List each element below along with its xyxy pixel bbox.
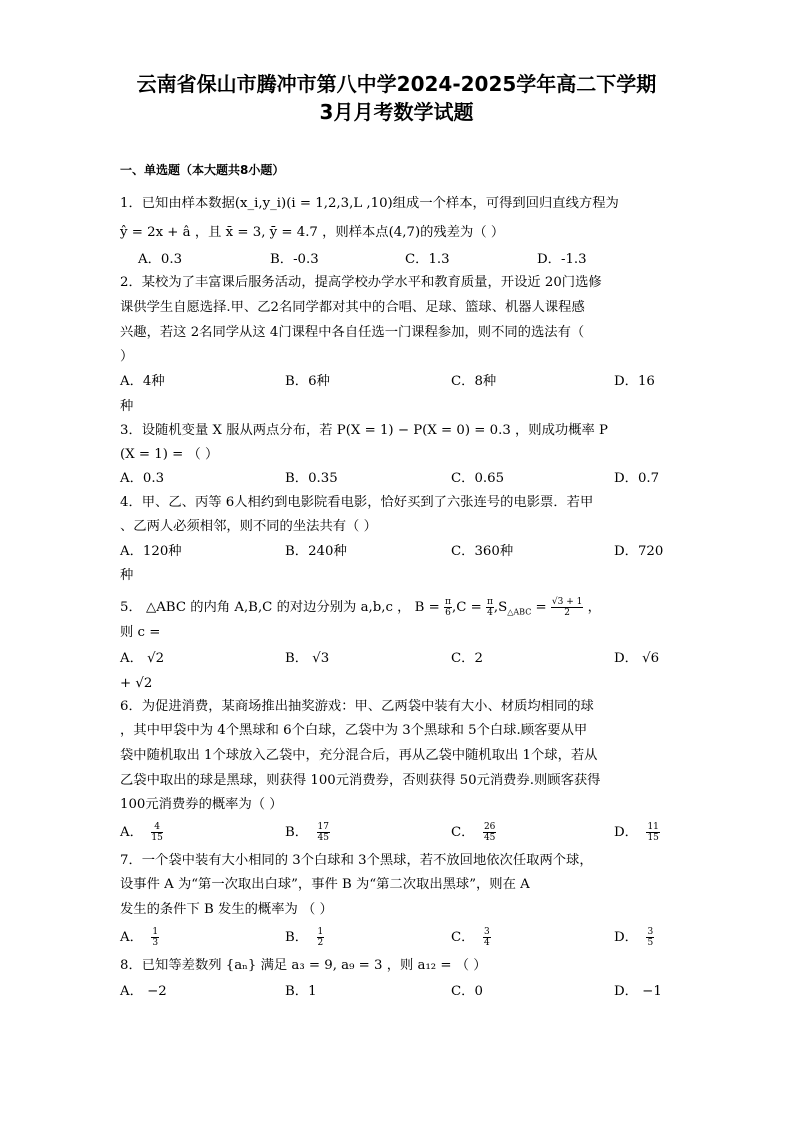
- q7-option-d[interactable]: [614, 927, 654, 948]
- q5-text-b: ,C =: [451, 600, 486, 615]
- q5-frac-pi6: [444, 597, 452, 618]
- q3-option-d[interactable]: D．0.7: [614, 471, 660, 486]
- q2-option-c[interactable]: C．8种: [451, 374, 497, 389]
- q7-option-c-num: 3: [483, 927, 490, 937]
- q7-stem-line2: 设事件 A 为“第一次取出白球”，事件 B 为“第二次取出黑球”，则在 A: [120, 877, 530, 892]
- q1-option-d[interactable]: D．-1.3: [537, 252, 587, 267]
- q7-option-d-den: 5: [647, 938, 654, 948]
- q7-option-b-label: B．: [285, 930, 309, 945]
- q6-option-c-num: 26: [483, 822, 496, 832]
- q2-stem-line1: 2．某校为了丰富课后服务活动，提高学校办学水平和教育质量，开设近 20门选修: [120, 275, 602, 290]
- q8-option-d[interactable]: D． −1: [614, 984, 662, 999]
- q6-option-c-label: C．: [451, 825, 475, 840]
- q5-stem-line2: 则 c =: [120, 625, 161, 640]
- q7-option-c-den: 4: [483, 938, 490, 948]
- q6-option-a-num: 4: [151, 822, 162, 833]
- q5-frac-pi4-num: π: [486, 597, 493, 607]
- q3-option-b[interactable]: B．0.35: [285, 471, 338, 486]
- q5-frac-pi4-den: 4: [487, 608, 493, 618]
- q5-text-e: =: [531, 600, 551, 615]
- q4-option-d-wrap: 种: [120, 568, 134, 583]
- q8-option-b[interactable]: B．1: [285, 984, 317, 999]
- q7-option-d-num: 3: [647, 927, 654, 937]
- q7-option-b-num: 1: [317, 927, 324, 937]
- q2-stem-line2: 课供学生自愿选择.甲、乙2名同学都对其中的合唱、足球、篮球、机器人课程感: [120, 300, 585, 315]
- q3-stem-line1: 3．设随机变量 X 服从两点分布，若 P(X = 1) − P(X = 0) = 0.3 ，则成功概率 P: [120, 423, 608, 438]
- q5-frac-area-num: √3 + 1: [551, 597, 583, 607]
- q6-option-d-den: 15: [647, 833, 659, 843]
- q6-stem-line5: 100元消费券的概率为（ ）: [120, 797, 283, 812]
- q6-stem-line2: ，其中甲袋中为 4个黑球和 6个白球，乙袋中为 3个黑球和 5个白球.顾客要从甲: [120, 723, 588, 738]
- q2-stem-line4: ）: [120, 349, 134, 364]
- q7-option-a-label: A．: [120, 930, 143, 945]
- q7-stem-line1: 7．一个袋中装有大小相同的 3个白球和 3个黑球，若不放回地依次任取两个球，: [120, 853, 593, 868]
- q4-stem-line1: 4．甲、乙、丙等 6人相约到电影院看电影，恰好买到了六张连号的电影票．若甲: [120, 495, 594, 510]
- q5-option-c[interactable]: C．2: [451, 651, 483, 666]
- q1-stem-line1: 1．已知由样本数据(x_i,y_i)(i = 1,2,3,L ,10)组成一个样本，可得到回归直线方程为: [120, 196, 619, 211]
- q2-option-d-wrap: 种: [120, 399, 134, 414]
- q6-stem-line4: 乙袋中取出的球是黑球，则获得 100元消费券，否则获得 50元消费券.则顾客获得: [120, 773, 601, 788]
- q6-option-b-num: 17: [317, 822, 329, 832]
- q5-option-a[interactable]: A． √2: [120, 651, 165, 666]
- q8-option-c[interactable]: C．0: [451, 984, 483, 999]
- q3-option-c[interactable]: C．0.65: [451, 471, 505, 486]
- q7-option-c-label: C．: [451, 930, 475, 945]
- q5-frac-area: [551, 597, 583, 618]
- q5-frac-pi6-num: π: [445, 597, 451, 607]
- q2-stem-line3: 兴趣，若这 2名同学从这 4门课程中各自任选一门课程参加，则不同的选法有（: [120, 325, 585, 340]
- q1-option-a[interactable]: A．0.3: [138, 252, 183, 267]
- q4-option-c[interactable]: C．360种: [451, 544, 514, 559]
- q4-option-a[interactable]: A．120种: [120, 544, 182, 559]
- q6-option-c-den: 45: [483, 833, 496, 843]
- q6-option-d[interactable]: [614, 822, 660, 843]
- q5-option-d[interactable]: D． √6: [614, 651, 660, 666]
- q7-stem-line3: 发生的条件下 B 发生的概率为 （ ）: [120, 902, 333, 917]
- q6-stem-line1: 6．为促进消费，某商场推出抽奖游戏：甲、乙两袋中装有大小、材质均相同的球: [120, 699, 594, 714]
- q5-frac-area-den: 2: [564, 608, 571, 618]
- q6-option-b-label: B．: [285, 825, 309, 840]
- q6-option-c[interactable]: [451, 822, 496, 843]
- q5-text-c: ,S: [493, 600, 508, 615]
- q6-option-a[interactable]: [120, 822, 163, 843]
- q8-option-a[interactable]: A． −2: [120, 984, 167, 999]
- q5-option-b[interactable]: B． √3: [285, 651, 330, 666]
- q7-option-d-label: D．: [614, 930, 638, 945]
- page-title-line1: 云南省保山市腾冲市第八中学2024-2025学年高二下学期: [136, 72, 657, 96]
- section-heading: 一、单选题（本大题共8小题）: [120, 163, 285, 177]
- q8-stem: 8．已知等差数列 {aₙ} 满足 a₃ = 9, a₉ = 3 ，则 a₁₂ = （ ）: [120, 958, 487, 973]
- q2-option-d[interactable]: D．16: [614, 374, 655, 389]
- q6-option-d-num: 11: [647, 822, 659, 832]
- q3-stem-line2: (X = 1) = （ ）: [120, 447, 219, 462]
- q5-option-d-wrap: + √2: [120, 676, 153, 691]
- q5-frac-pi6-den: 6: [445, 608, 451, 618]
- q4-option-b[interactable]: B．240种: [285, 544, 347, 559]
- q1-stem-line2: ŷ = 2x + â ，且 x̄ = 3, ȳ = 4.7 ，则样本点(4,7)的残差为（ ）: [120, 225, 505, 240]
- q7-option-a-den: 3: [152, 938, 159, 948]
- q6-option-b-den: 45: [317, 833, 329, 843]
- q6-option-a-den: 15: [151, 833, 163, 843]
- q2-option-b[interactable]: B．6种: [285, 374, 330, 389]
- q1-option-b[interactable]: B．-0.3: [270, 252, 319, 267]
- q1-option-c[interactable]: C．1.3: [405, 252, 450, 267]
- q7-option-b[interactable]: [285, 927, 324, 948]
- q4-stem-line2: 、乙两人必须相邻，则不同的坐法共有（ ）: [120, 519, 377, 534]
- q7-option-a-num: 1: [152, 927, 159, 937]
- q6-stem-line3: 袋中随机取出 1个球放入乙袋中，充分混合后，再从乙袋中随机取出 1个球，若从: [120, 748, 598, 763]
- q7-option-b-den: 2: [317, 938, 324, 948]
- q7-option-c[interactable]: [451, 927, 491, 948]
- q5-text-end: ，: [583, 600, 601, 615]
- q2-option-a[interactable]: A．4种: [120, 374, 165, 389]
- q5-stem-line1: [120, 597, 601, 622]
- q6-option-d-label: D．: [614, 825, 638, 840]
- q7-option-a[interactable]: [120, 927, 159, 948]
- q5-subscript: △ABC: [507, 607, 532, 617]
- q3-option-a[interactable]: A．0.3: [120, 471, 165, 486]
- q6-option-b[interactable]: [285, 822, 330, 843]
- q5-text-a: 5． △ABC 的内角 A,B,C 的对边分别为 a,b,c ， B =: [120, 600, 445, 615]
- q4-option-d[interactable]: D．720: [614, 544, 664, 559]
- page-title-line2: 3月月考数学试题: [319, 100, 474, 124]
- q5-frac-pi4: [486, 597, 494, 618]
- q6-option-a-label: A．: [120, 825, 143, 840]
